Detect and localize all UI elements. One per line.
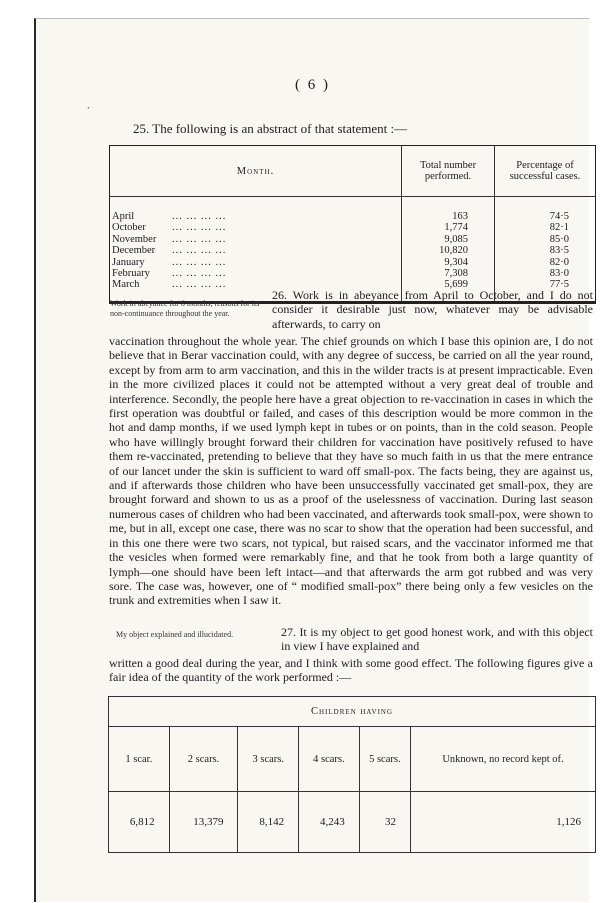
column-header: 4 scars.	[299, 727, 360, 792]
cell-total: 10,820	[402, 245, 495, 256]
value-cell: 6,812	[109, 792, 170, 853]
month-name: October	[112, 222, 146, 234]
table2-title-row	[109, 697, 596, 727]
header-month: Month.	[110, 146, 402, 197]
value-cell: 8,142	[238, 792, 299, 853]
cell-percentage: 82·0	[549, 256, 569, 268]
margin-mark: ˙	[86, 105, 91, 120]
column-header: 5 scars.	[359, 727, 410, 792]
table-row	[110, 257, 596, 268]
month-name: November	[112, 233, 157, 245]
header-percentage: Percentage of successful cases.	[495, 146, 596, 197]
leader-dots: ... ... ... ...	[172, 256, 227, 268]
cell-month	[110, 268, 402, 279]
page-number: ( 6 )	[295, 77, 330, 93]
table2-title: Children having	[109, 697, 596, 727]
value-cell: 4,243	[299, 792, 360, 853]
cell-month	[110, 257, 402, 268]
column-header: 3 scars.	[238, 727, 299, 792]
header-total: Total number performed.	[402, 146, 495, 197]
value-cell: 32	[359, 792, 410, 853]
cell-month	[110, 222, 402, 233]
column-header: Unknown, no record kept of.	[411, 727, 596, 792]
side-note-27: My object explained and illucidated.	[116, 630, 234, 639]
table-row	[110, 197, 596, 223]
month-name: April	[112, 211, 135, 222]
cell-month	[110, 197, 402, 223]
cell-total: 1,774	[402, 222, 495, 233]
children-scars-table	[108, 696, 596, 853]
leader-dots: ... ... ... ...	[172, 222, 227, 234]
cell-percentage: 74·5	[549, 211, 569, 222]
table-row	[110, 245, 596, 256]
cell-percentage: 83·5	[549, 245, 569, 257]
cell-percentage: 82·1	[549, 222, 569, 234]
cell-month	[110, 234, 402, 245]
table-row	[110, 222, 596, 233]
table2-column-row	[109, 727, 596, 792]
table-row	[110, 268, 596, 279]
section-25-intro: 25. The following is an abstract of that statement :—	[133, 121, 408, 136]
side-note-26: Work in abeyance for 6 months, reasons for its non-continuance throughout the year.	[110, 299, 260, 318]
column-header: 1 scar.	[109, 727, 170, 792]
cell-total: 9,085	[402, 234, 495, 245]
cell-month	[110, 245, 402, 256]
month-name: January	[112, 256, 145, 268]
cell-total: 7,308	[402, 268, 495, 279]
cell-total: 163	[402, 197, 495, 223]
month-name: March	[112, 279, 140, 291]
leader-dots: ... ... ... ...	[172, 233, 227, 245]
value-cell: 13,379	[169, 792, 238, 853]
leader-dots: ... ... ... ...	[172, 268, 227, 280]
leader-dots: ... ... ... ...	[172, 245, 227, 257]
leader-dots: ... ... ... ...	[172, 211, 227, 222]
month-name: February	[112, 268, 150, 280]
para-26-lead: 26. Work is in abeyance from April to October, and I do not consider it desirable just now, whatever may be advisable afterwards, to carry on	[272, 288, 593, 331]
cell-total: 9,304	[402, 257, 495, 268]
document-page	[34, 18, 593, 902]
para-27-body: written a good deal during the year, and I think with some good effect. The following figures give a fair idea of the quantity of the work performed :—	[109, 656, 593, 685]
cell-total: 5,699	[402, 279, 495, 302]
value-cell: 1,126	[411, 792, 596, 853]
vaccination-abstract-table	[109, 145, 596, 304]
para-27-lead: 27. It is my object to get good honest work, and with this object in view I have explained and	[281, 625, 593, 654]
table-header-row	[110, 146, 596, 197]
table2-values-row	[109, 792, 596, 853]
month-name: December	[112, 245, 156, 257]
leader-dots: ... ... ... ...	[172, 279, 227, 291]
table-row	[110, 234, 596, 245]
table-body	[110, 197, 596, 303]
cell-percentage: 83·0	[549, 268, 569, 280]
para-26-body: vaccination throughout the whole year. The chief grounds on which I base this opinion are, I do not believe that in Berar vaccination could, with any degree of success, be carried on all the year round, except by from arm to arm vaccination, and this in the wilder tracts is at present impracticable. Even in the more civilized places it could not be attempted without a very great deal of trouble and interference. Secondly, the people here have a great objection to re-vaccination in cases in which the first operation was doubtful or failed, and cases of this description would be more common in the hot and damp months, if we used lymph kept in tubes or on points, than in the cold season. People who have willingly brought forward their children for vaccination have positively refused to have them re-vaccinated, pretending to believe that they have so much faith in us that the mere entrance of our lancet under the skin is sufficient to ward off small-pox. The facts being, they are against us, and if afterwards those children who have been unsuccessfully vaccinated get small-pox, they are brought forward and shown to us as a proof of the uselessness of vaccination. During last season numerous cases of children who had been vaccinated, and afterwards took small-pox, were shown to me, but in all, except one case, there was no scar to show that the operation had been successful, and in this one there were two scars, not typical, but raised scars, and the vaccinator informed me that the vesicles when formed were remarkably fine, and that he took from both a large quantity of lymph—one should have been left intact—and that afterwards the arm got rubbed and was very sore. The case was, however, one of “ modified small-pox” there being only a few vesicles on the trunk and extremities when I saw it.	[109, 334, 593, 608]
cell-percentage: 85·0	[549, 233, 569, 245]
column-header: 2 scars.	[169, 727, 238, 792]
cell-percentage: 77·5	[549, 279, 569, 291]
